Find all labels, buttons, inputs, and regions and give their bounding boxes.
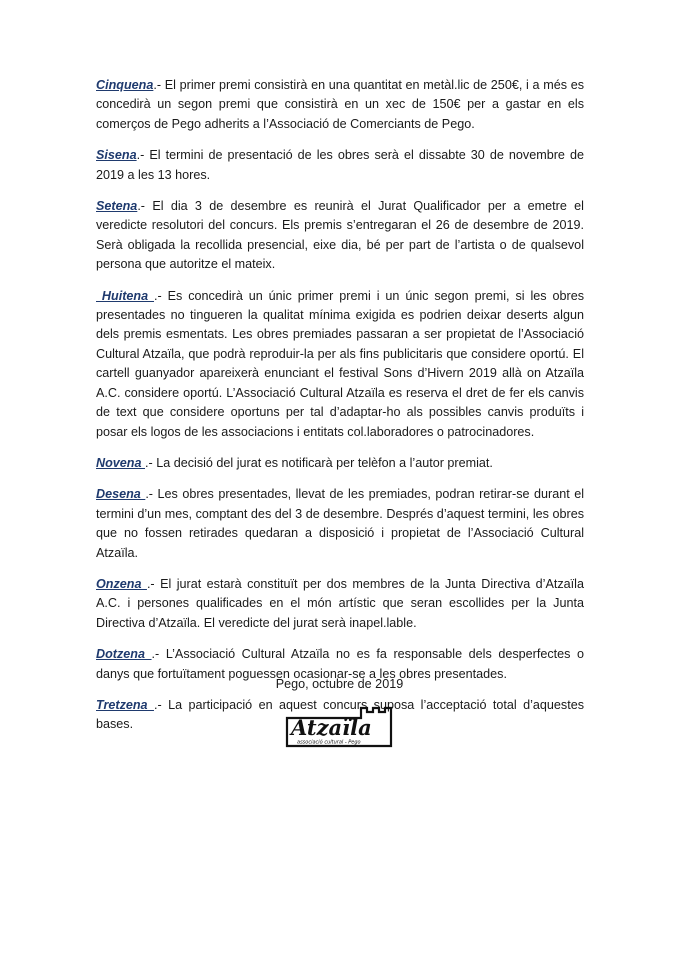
clause-term: Novena (96, 455, 145, 470)
clause-text: El jurat estarà constituït per dos membres de la Junta Directiva d’Atzaïla A.C. i persones qualificades en el món artístic que seran escollides per la Junta Directiva d’Atzaïla. El veredicte del jurat serà inapel.lable. (96, 576, 584, 630)
clause-sisena (96, 146, 584, 185)
clause-onzena (96, 575, 584, 633)
clause-term: Onzena (96, 576, 147, 591)
clause-huitena (96, 287, 584, 442)
clause-term: Tretzena (96, 697, 154, 712)
clause-separator: .- (146, 576, 161, 591)
clause-setena (96, 197, 584, 275)
clause-separator: .- (137, 199, 153, 214)
clause-text: El dia 3 de desembre es reunirà el Jurat Qualificador per a emetre el veredicte resolutori del concurs. Els premis s’entregaran el 26 de desembre de 2019. Serà obligada la recollida presencial, eixe dia, bé per part de l’artista o de qualsevol persona que autoritze el mateix. (96, 199, 584, 272)
clause-term: Setena (96, 199, 138, 214)
logo-name: Atzaïla (291, 715, 372, 740)
clause-term: Sisena (96, 148, 137, 163)
logo-tagline: associació cultural - Pego (297, 739, 361, 746)
clause-text: Les obres presentades, llevat de les premiades, podran retirar-se durant el termini d’un mes, comptant des del 3 de desembre. Després d’aquest termini, les obres que no fossen retirades quedaran a disposició i propietat de l’Associació Cultural Atzaïla. (96, 487, 584, 560)
clause-term: Huitena (96, 288, 155, 303)
clause-separator: .- (153, 697, 169, 712)
clause-separator: .- (151, 647, 166, 662)
clause-text: L’Associació Cultural Atzaïla no es fa responsable dels desperfectes o danys que fortuïtament poguessen ocasionar-se a les obres presentades. (96, 647, 584, 681)
document-body (96, 76, 584, 747)
clause-term: Desena (96, 487, 146, 502)
clause-separator: .- (154, 288, 168, 303)
clause-text: La decisió del jurat es notificarà per telèfon a l’autor premiat. (156, 455, 493, 470)
clause-text: Es concedirà un únic primer premi i un únic segon premi, si les obres presentades no tingueren la qualitat mínima exigida es podrien deixar deserts algun dels premis esmentats. Les obres premiades passaran a ser propietat de l’Associació Cultural Atzaïla, que podrà reproduir-la per als fins publicitaris que considere oportú. El cartell guanyador apareixerà enunciant el festival Sons d’Hivern 2019 allà on Atzaïla A.C. considere oportú. L’Associació Cultural Atzaïla es reserva el dret de fer els canvis de text que considere oportuns per tal d’adaptar-ho als possibles canvis produïts i posar els logos de les associacions i entitats col.laboradores o patrocinadores. (96, 288, 584, 439)
clause-term: Cinquena (96, 78, 154, 92)
atzaila-logo (283, 702, 395, 750)
clause-text: El primer premi consistirà en una quantitat en metàl.lic de 250€, i a més es concedirà un segon premi que consistirà en un xec de 150€ per a gastar en els comerços de Pego adherits a l’Associació de Comerciants de Pego. (96, 78, 584, 131)
clause-separator: .- (136, 148, 150, 163)
clause-separator: .- (153, 78, 165, 92)
clause-cinquena (96, 76, 584, 134)
clause-novena (96, 454, 584, 473)
clause-text: La participació en aquest concurs suposa l’acceptació total d’aquestes bases. (96, 697, 584, 732)
clause-desena (96, 485, 584, 563)
clause-separator: .- (145, 487, 158, 502)
clause-text: El termini de presentació de les obres serà el dissabte 30 de novembre de 2019 a les 13 hores. (96, 148, 584, 182)
closing-place-date: Pego, octubre de 2019 (275, 677, 404, 691)
clause-term: Dotzena (96, 647, 152, 662)
clause-separator: .- (145, 455, 157, 470)
